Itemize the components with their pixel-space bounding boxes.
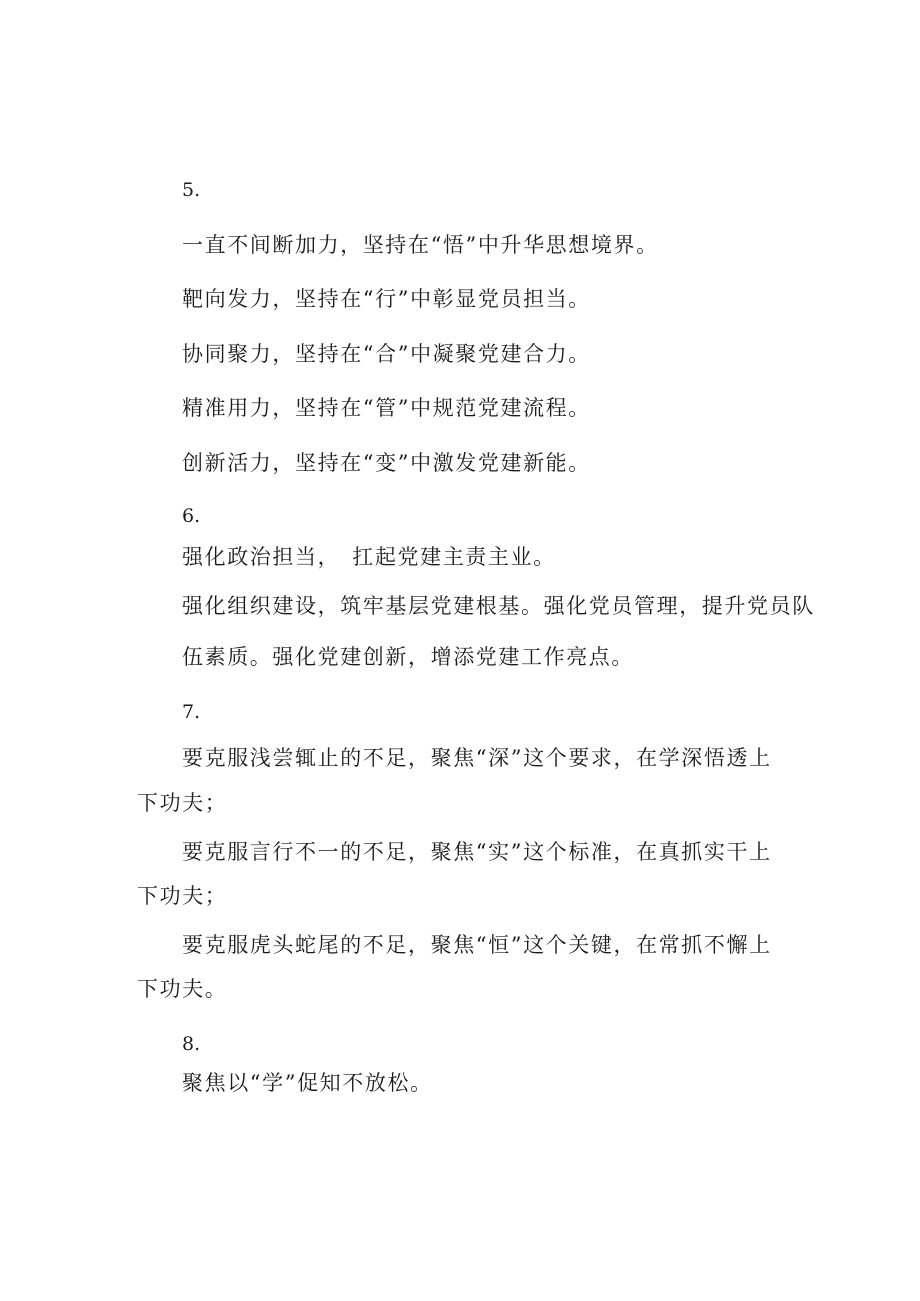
section-number: 8. [182,1033,201,1055]
section-number: 6. [182,505,201,527]
paragraph-line: 伍素质。强化党建创新，增添党建工作亮点。 [182,645,634,669]
paragraph-line: 创新活力，坚持在“变”中激发党建新能。 [182,451,591,475]
paragraph-line: 精准用力，坚持在“管”中规范党建流程。 [182,396,591,420]
paragraph-line: 下功夫； [137,884,228,908]
paragraph-line: 聚焦以“学”促知不放松。 [182,1071,433,1095]
paragraph-line: 要克服浅尝辄止的不足，聚焦“深”这个要求，在学深悟透上 [182,746,772,770]
paragraph-line: 靶向发力，坚持在“行”中彰显党员担当。 [182,287,591,311]
paragraph-line: 协同聚力，坚持在“合”中凝聚党建合力。 [182,342,591,366]
paragraph-line: 下功夫； [137,791,228,815]
section-number: 7. [182,701,201,723]
paragraph-line: 一直不间断加力，坚持在“悟”中升华思想境界。 [182,233,659,257]
section-number: 5. [182,179,201,201]
paragraph-line: 强化政治担当， 扛起党建主责主业。 [182,545,556,569]
paragraph-line: 要克服虎头蛇尾的不足，聚焦“恒”这个关键，在常抓不懈上 [182,933,772,957]
paragraph-line: 下功夫。 [137,977,228,1001]
paragraph-line: 要克服言行不一的不足，聚焦“实”这个标准，在真抓实干上 [182,840,772,864]
paragraph-line: 强化组织建设，筑牢基层党建根基。强化党员管理，提升党员队 [182,594,815,618]
